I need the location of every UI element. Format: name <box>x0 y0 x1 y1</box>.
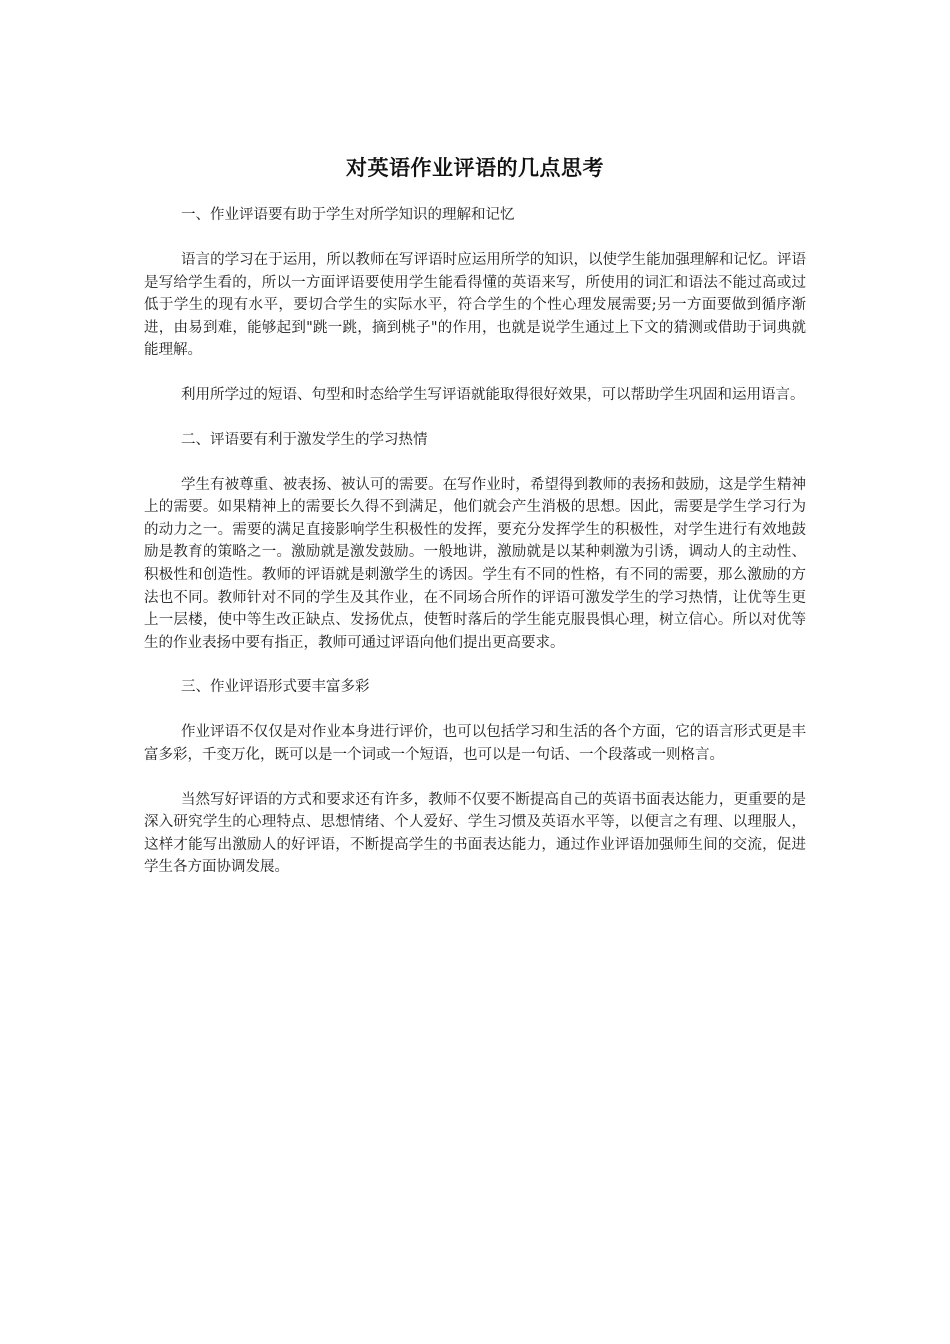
section-heading: 一、作业评语要有助于学生对所学知识的理解和记忆 <box>181 207 515 223</box>
paragraph: 利用所学过的短语、句型和时态给学生写评语就能取得很好效果，可以帮助学生巩固和运用语言。 <box>181 386 805 403</box>
paragraph: 语言的学习在于运用，所以教师在写评语时应运用所学的知识，以使学生能加强理解和记忆。评语是写给学生看的，所以一方面评语要使用学生能看得懂的英语来写，所使用的词汇和语法不能过高或过低于学生的现有水平，要切合学生的实际水平，符合学生的个性心理发展需要;另一方面要做到循序渐进，由易到难，能够起到"跳一跳，摘到桃子"的作用，也就是说学生通过上下文的猜测或借助于词典就能理解。 <box>144 252 806 359</box>
document-page <box>144 152 806 901</box>
document-title: 对英语作业评语的几点思考 <box>346 155 604 180</box>
section-3 <box>144 676 806 879</box>
section-1 <box>144 204 806 407</box>
paragraph: 作业评语不仅仅是对作业本身进行评价，也可以包括学习和生活的各个方面，它的语言形式更是丰富多彩，千变万化，既可以是一个词或一个短语，也可以是一句话、一个段落或一则格言。 <box>144 724 806 763</box>
section-2 <box>144 429 806 655</box>
section-heading: 三、作业评语形式要丰富多彩 <box>181 679 370 696</box>
paragraph: 当然写好评语的方式和要求还有许多，教师不仅要不断提高自己的英语书面表达能力，更重要的是深入研究学生的心理特点、思想情绪、个人爱好、学生习惯及英语水平等，以便言之有理、以理服人，这样才能写出激励人的好评语，不断提高学生的书面表达能力，通过作业评语加强师生间的交流，促进学生各方面协调发展。 <box>144 791 806 876</box>
paragraph: 学生有被尊重、被表扬、被认可的需要。在写作业时，希望得到教师的表扬和鼓励，这是学生精神上的需要。如果精神上的需要长久得不到满足，他们就会产生消极的思想。因此，需要是学生学习行为的动力之一。需要的满足直接影响学生积极性的发挥，要充分发挥学生的积极性，对学生进行有效地鼓励是教育的策略之一。激励就是激发鼓励。一般地讲，激励就是以某种刺激为引诱，调动人的主动性、积极性和创造性。教师的评语就是刺激学生的诱因。学生有不同的性格，有不同的需要，那么激励的方法也不同。教师针对不同的学生及其作业，在不同场合所作的评语可激发学生的学习热情，让优等生更上一层楼，使中等生改正缺点、发扬优点，使暂时落后的学生能克服畏惧心理，树立信心。所以对优等生的作业表扬中要有指正，教师可通过评语向他们提出更高要求。 <box>144 476 806 651</box>
section-heading: 二、评语要有利于激发学生的学习热情 <box>181 431 428 448</box>
